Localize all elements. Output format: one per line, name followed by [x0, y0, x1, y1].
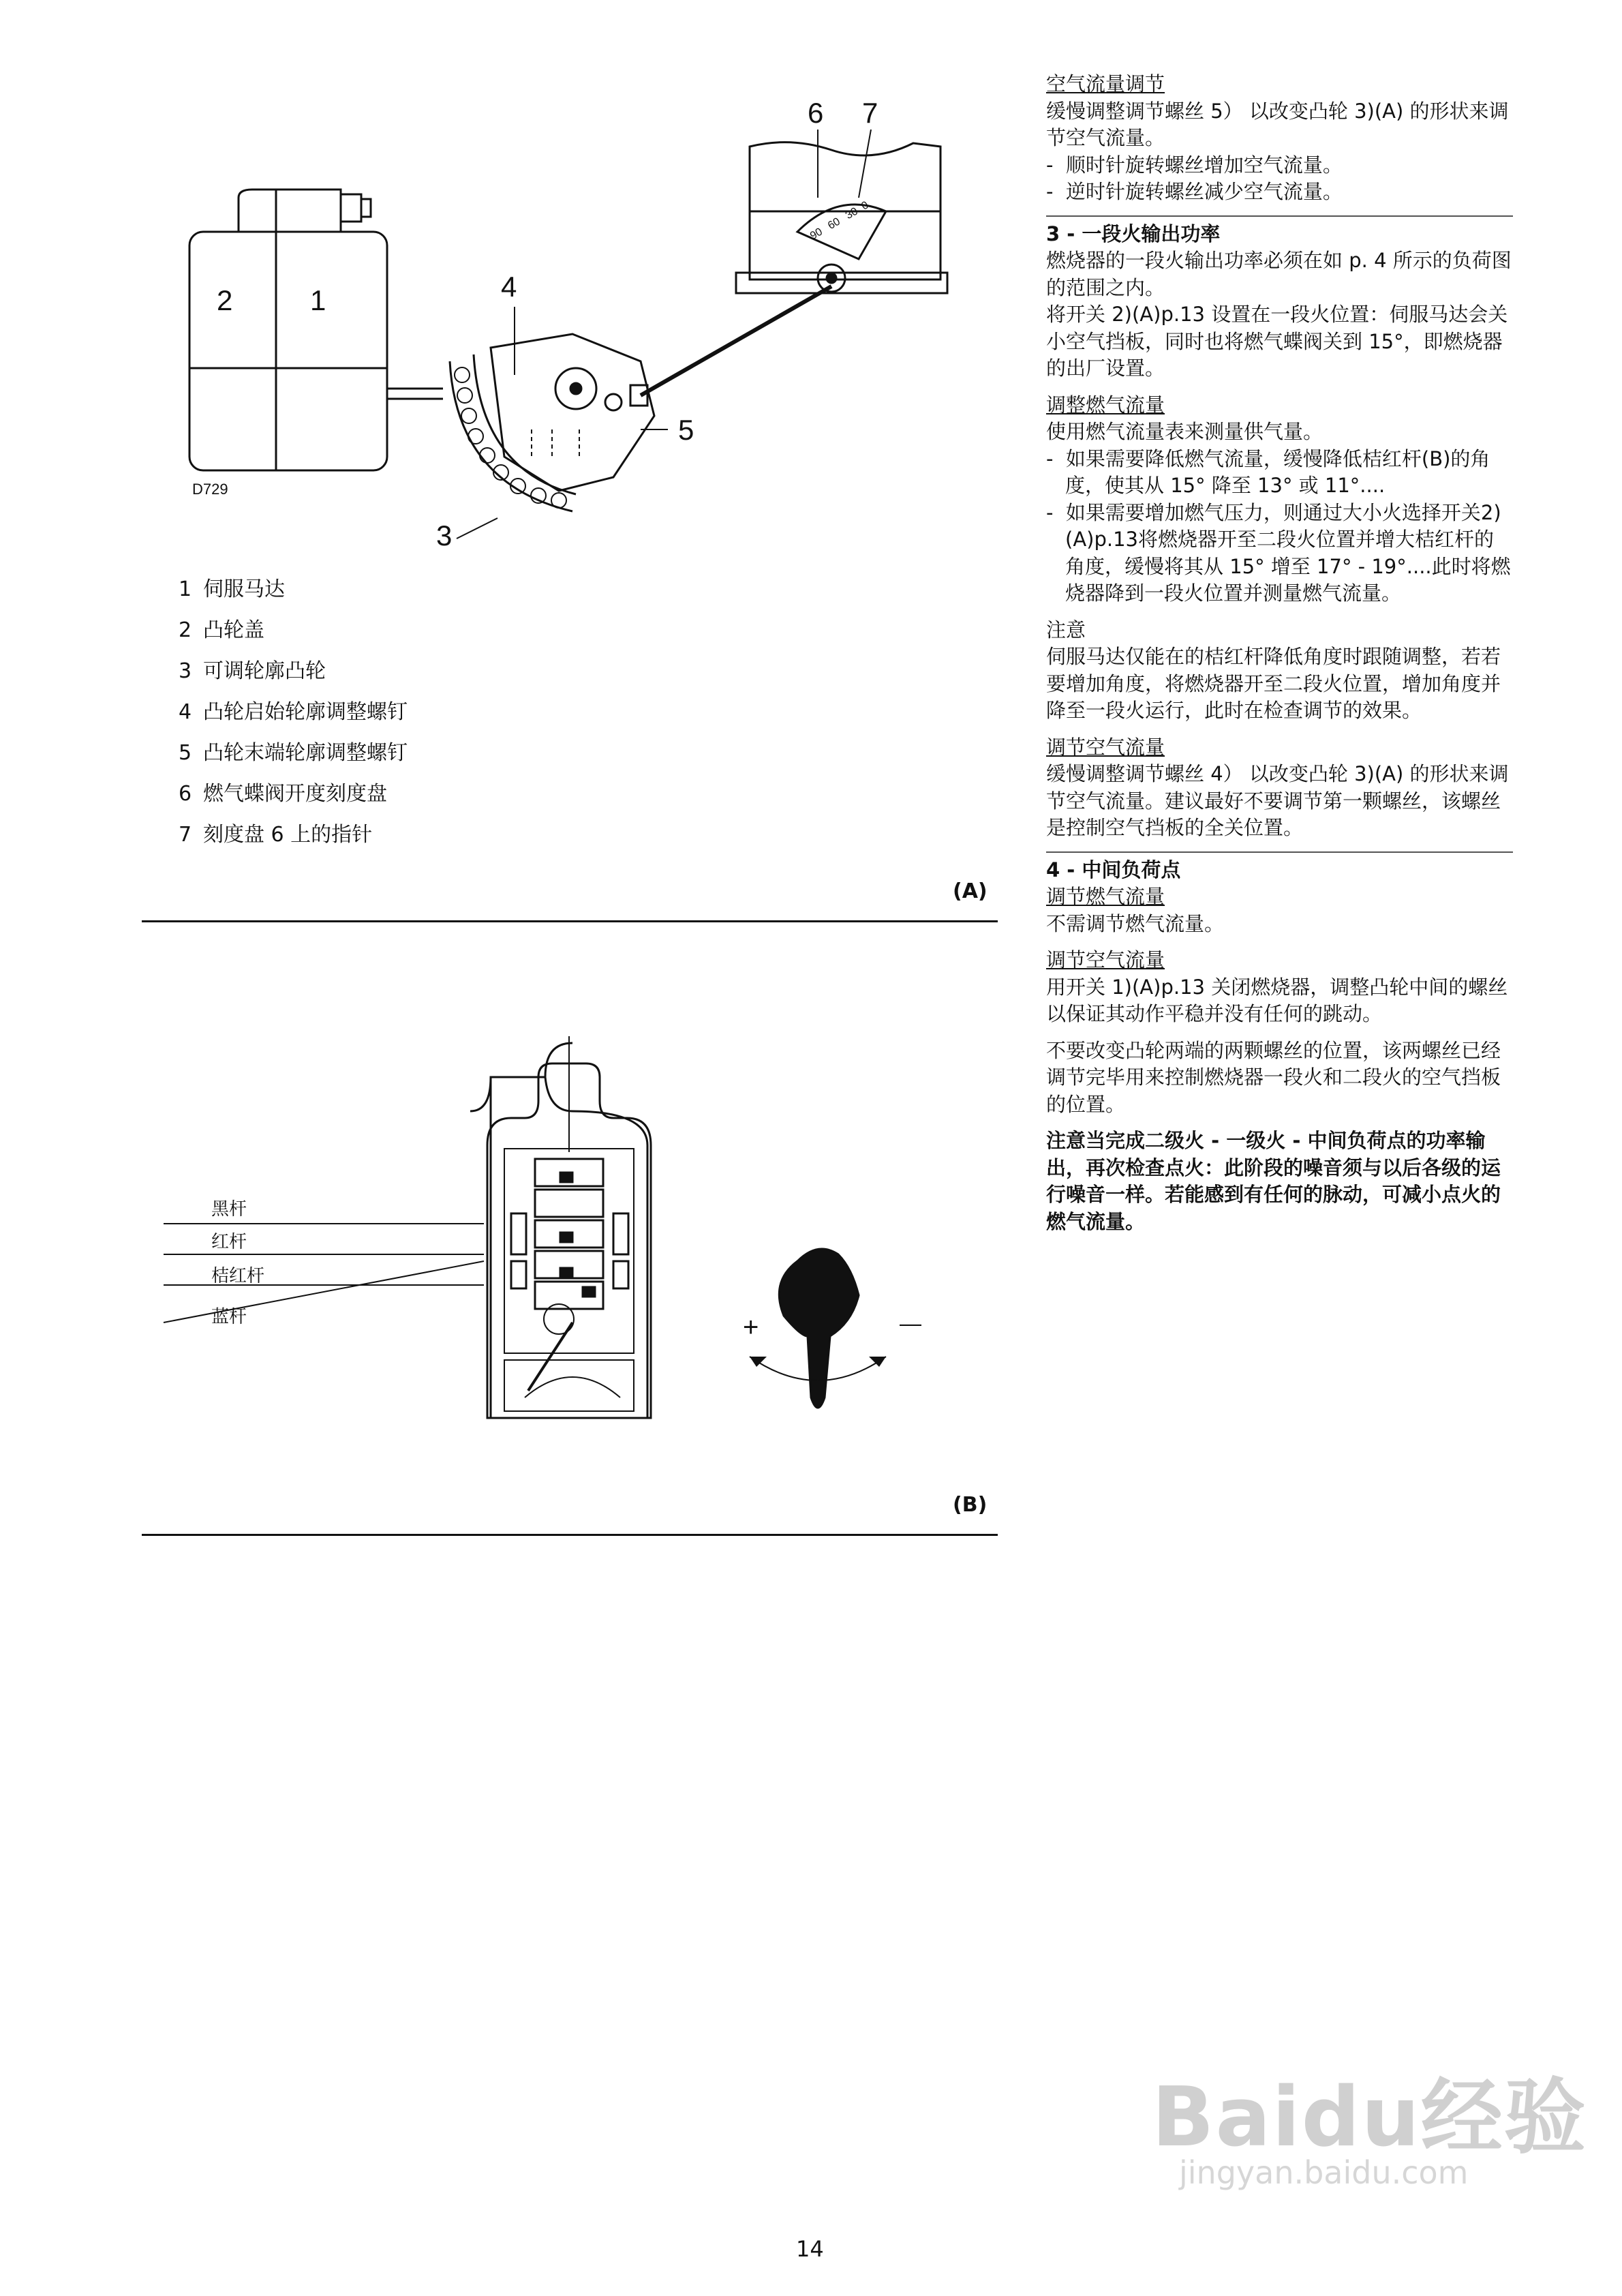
paragraph: 燃烧器的一段火输出功率必须在如 p. 4 所示的负荷图的范围之内。: [1046, 249, 1512, 299]
legend-num: 5: [179, 741, 192, 765]
paragraph: 将开关 2)(A)p.13 设置在一段火位置：伺服马达会关小空气挡板，同时也将燃气蝶阀关到 15°，即燃烧器的出厂设置。: [1046, 303, 1508, 380]
plus-sign: +: [743, 1312, 759, 1342]
air-flow-heading: 调节空气流量: [1046, 948, 1165, 971]
legend-num: 2: [179, 618, 192, 642]
air-flow-heading: 空气流量调节: [1046, 72, 1165, 95]
page-number: 14: [796, 2236, 824, 2262]
figure-b-tag: (B): [953, 1493, 988, 1517]
gas-flow-heading: 调整燃气流量: [1046, 393, 1165, 417]
legend-item: [179, 617, 792, 658]
legend-item: [179, 576, 792, 617]
watermark-url: jingyan.baidu.com: [1179, 2154, 1469, 2191]
legend-num: 1: [179, 577, 192, 601]
divider: [142, 920, 998, 922]
legend-text: 伺服马达: [203, 577, 285, 601]
figure-a-legend: [179, 576, 792, 862]
callout-3: 3: [436, 519, 453, 552]
dial-scale-60: 60: [825, 215, 842, 232]
bullet-item: - 如果需要增加燃气压力，则通过大小火选择开关2)(A)p.13将燃烧器开至二段火位置并增大桔红杆的角度，缓慢将其从 15° 增至 17° - 19°....此时将燃烧器降到一段火位置并测量燃气流量。: [1046, 500, 1511, 605]
section-divider: [1046, 851, 1513, 853]
legend-text: 可调轮廓凸轮: [203, 659, 326, 683]
rod-label-red: 红杆: [211, 1231, 247, 1252]
paragraph: 不要改变凸轮两端的两颗螺丝的位置，该两螺丝已经调节完毕用来控制燃烧器一段火和二段火的空气挡板的位置。: [1046, 1038, 1501, 1116]
rod-label-orange: 桔红杆: [211, 1265, 265, 1286]
watermark-logo: Baidu经验: [1152, 2070, 1587, 2165]
callout-2: 2: [217, 284, 233, 316]
legend-item: [179, 658, 792, 699]
bold-note: 注意当完成二级火 - 一级火 - 中间负荷点的功率输出，再次检查点火：此阶段的噪音须与以后各级的运行噪音一样。若能感到有任何的脉动，可减小点火的燃气流量。: [1046, 1129, 1501, 1233]
callout-4: 4: [501, 271, 517, 303]
gas-flow-heading: 调节燃气流量: [1046, 885, 1165, 908]
section-4-title: 4 - 中间负荷点: [1046, 858, 1181, 881]
section-3-title: 3 - 一段火输出功率: [1046, 222, 1221, 245]
legend-num: 4: [179, 700, 192, 724]
legend-item: [179, 699, 792, 740]
rod-label-blue: 蓝杆: [211, 1306, 247, 1327]
legend-text: 刻度盘 6 上的指针: [203, 823, 373, 847]
dial-scale-90: 90: [808, 226, 825, 243]
drawing-code: D729: [192, 481, 228, 498]
legend-item: [179, 821, 792, 862]
paragraph: 使用燃气流量表来测量供气量。: [1046, 420, 1323, 443]
minus-sign: —: [900, 1311, 921, 1335]
paragraph: 伺服马达仅能在的桔红杆降低角度时跟随调整，若若要增加角度，将燃烧器开至二段火位置，增加角度并降至一段火运行，此时在检查调节的效果。: [1046, 645, 1501, 722]
figure-a-tag: (A): [953, 879, 988, 903]
legend-text: 凸轮盖: [203, 618, 264, 642]
callout-6: 6: [808, 97, 824, 129]
bullet-item: - 逆时针旋转螺丝减少空气流量。: [1046, 180, 1343, 203]
legend-item: [179, 740, 792, 781]
legend-text: 燃气蝶阀开度刻度盘: [203, 782, 387, 806]
divider: [142, 1534, 998, 1536]
legend-text: 凸轮启始轮廓调整螺钉: [203, 700, 408, 724]
section-divider: [1046, 215, 1513, 217]
legend-item: [179, 781, 792, 821]
figure-a-servomotor-diagram: [136, 75, 995, 552]
legend-text: 凸轮末端轮廓调整螺钉: [203, 741, 408, 765]
figure-b-cam-rods-diagram: [136, 1036, 995, 1486]
legend-num: 7: [179, 823, 192, 847]
legend-num: 3: [179, 659, 192, 683]
rod-label-black: 黑杆: [211, 1198, 247, 1219]
callout-1: 1: [310, 284, 326, 316]
paragraph: 不需调节燃气流量。: [1046, 911, 1225, 935]
note-heading: 注意: [1046, 618, 1086, 641]
dial-scale-0: 0: [859, 199, 871, 213]
bullet-item: - 如果需要降低燃气流量，缓慢降低桔红杆(B)的角度，使其从 15° 降至 13° 或 11°....: [1046, 447, 1490, 497]
air-flow-text: 缓慢调整调节螺丝 5） 以改变凸轮 3)(A) 的形状来调节空气流量。: [1046, 99, 1509, 149]
right-column-text: [1046, 71, 1513, 1235]
paragraph: 用开关 1)(A)p.13 关闭燃烧器，调整凸轮中间的螺丝以保证其动作平稳并没有任何的跳动。: [1046, 975, 1508, 1025]
bullet-item: - 顺时针旋转螺丝增加空气流量。: [1046, 153, 1343, 177]
legend-num: 6: [179, 782, 192, 806]
paragraph: 缓慢调整调节螺丝 4） 以改变凸轮 3)(A) 的形状来调节空气流量。建议最好不要调节第一颗螺丝，该螺丝是控制空气挡板的全关位置。: [1046, 762, 1509, 839]
callout-7: 7: [862, 97, 878, 129]
callout-5: 5: [678, 414, 694, 446]
air-flow-heading: 调节空气流量: [1046, 735, 1165, 759]
dial-scale-30: 30: [843, 205, 860, 222]
